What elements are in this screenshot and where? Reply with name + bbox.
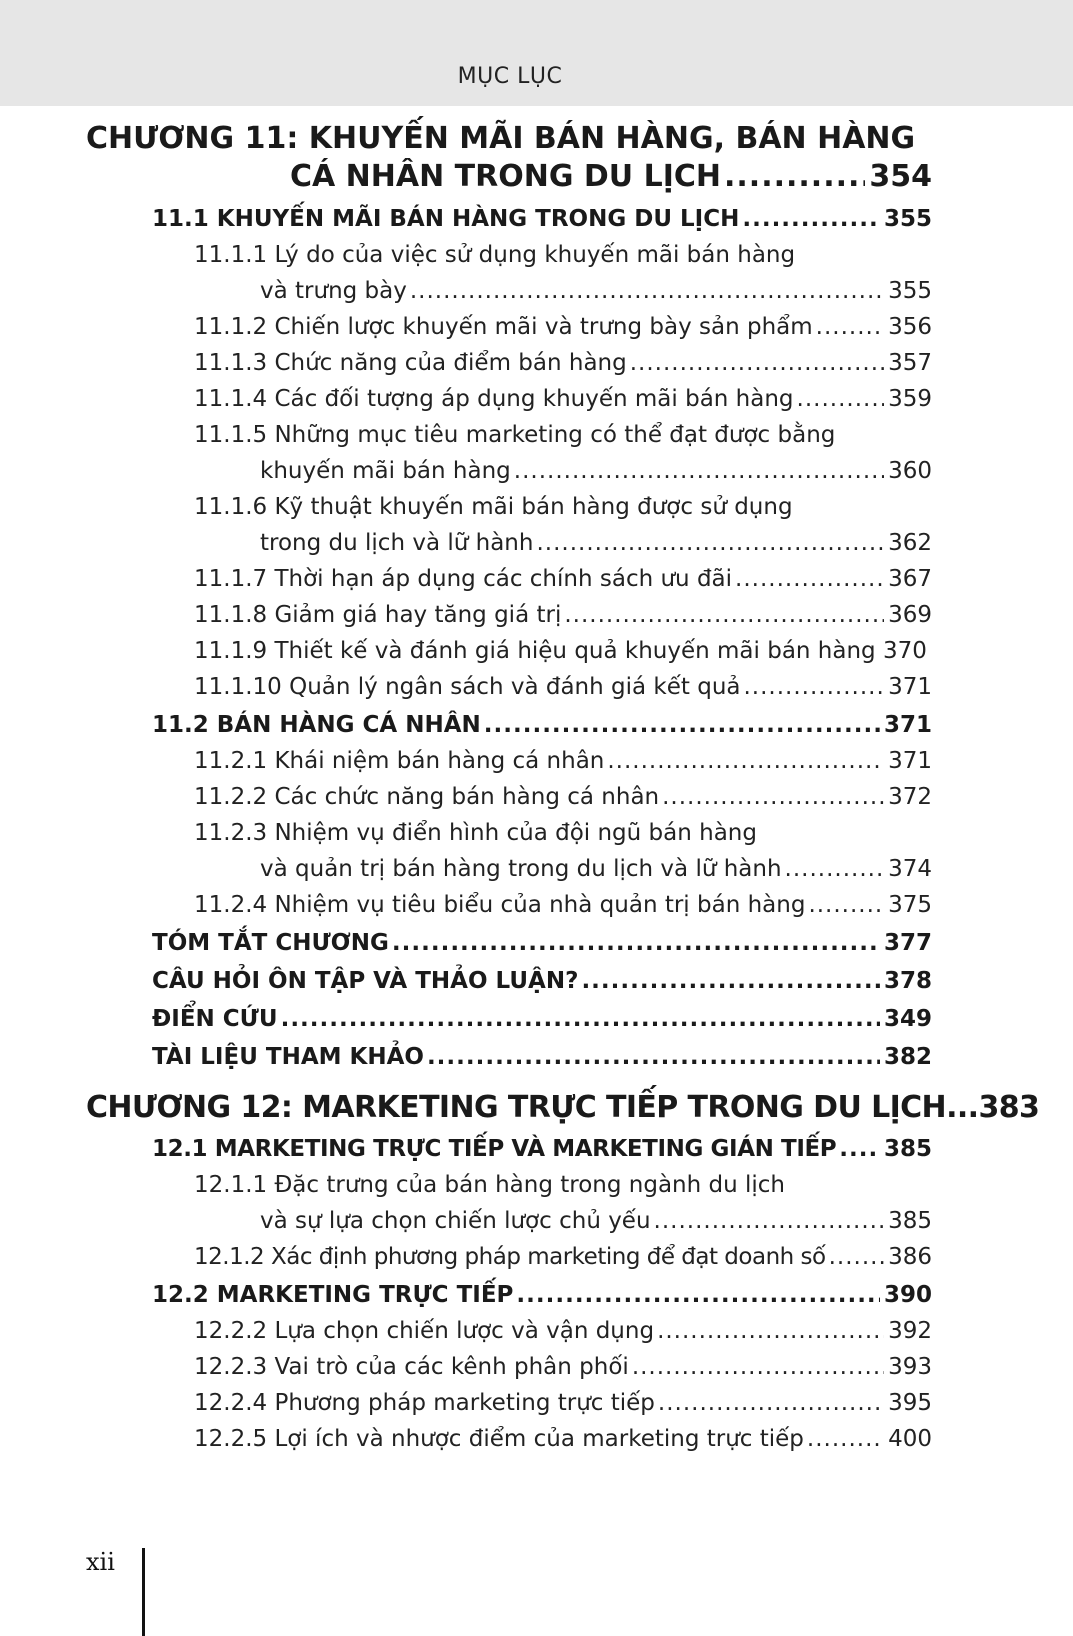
- toc-subsection-title[interactable]: 11.2.3 Nhiệm vụ điển hình của đội ngũ bán hàng: [194, 820, 757, 846]
- toc-page-number: 354: [869, 159, 932, 194]
- toc-page-number: 356: [888, 314, 932, 340]
- toc-page-number: 385: [883, 1136, 932, 1162]
- toc-entry-title: 11.1.4 Các đối tượng áp dụng khuyến mãi bán hàng: [194, 386, 794, 412]
- toc-section[interactable]: [152, 1136, 932, 1162]
- toc-entry-title: 12.2 MARKETING TRỰC TIẾP: [152, 1282, 514, 1308]
- toc-page-number: 355: [883, 206, 932, 232]
- toc-entry-title: 11.1.10 Quản lý ngân sách và đánh giá kết quả: [194, 674, 741, 700]
- dot-leader: [514, 458, 884, 484]
- toc-entry-title: 12.2.3 Vai trò của các kênh phân phối: [194, 1354, 629, 1380]
- footer-divider: [142, 1548, 145, 1636]
- toc-page-number: 393: [888, 1354, 932, 1380]
- toc-subsection[interactable]: [260, 278, 932, 304]
- toc-subsection-title[interactable]: 11.1.1 Lý do của việc sử dụng khuyến mãi bán hàng: [194, 242, 796, 268]
- toc-page-number: 400: [888, 1426, 932, 1452]
- toc-entry-title: TÀI LIỆU THAM KHẢO: [152, 1044, 424, 1070]
- toc-entry-title: 12.1 MARKETING TRỰC TIẾP VÀ MARKETING GIÁN TIẾP: [152, 1136, 837, 1162]
- toc-subsection[interactable]: [260, 458, 932, 484]
- toc-entry-title: CÂU HỎI ÔN TẬP VÀ THẢO LUẬN?: [152, 968, 579, 994]
- toc-entry-title: 12.2.4 Phương pháp marketing trực tiếp: [194, 1390, 655, 1416]
- toc-entry-title: TÓM TẮT CHƯƠNG: [152, 930, 389, 956]
- dot-leader: [807, 1426, 884, 1452]
- toc-page-number: 357: [888, 350, 932, 376]
- toc-entry-title: 11.1.3 Chức năng của điểm bán hàng: [194, 350, 627, 376]
- toc-page-number: 382: [883, 1044, 932, 1070]
- dot-leader: [724, 159, 865, 194]
- toc-entry-title: 11.1 KHUYẾN MÃI BÁN HÀNG TRONG DU LỊCH: [152, 206, 740, 232]
- toc-entry-title: và quản trị bán hàng trong du lịch và lữ hành: [260, 856, 782, 882]
- dot-leader: [484, 712, 880, 738]
- toc-subsection[interactable]: [194, 748, 932, 774]
- dot-leader: [829, 1244, 884, 1270]
- toc-page-number: 395: [888, 1390, 932, 1416]
- toc-subsection[interactable]: [260, 856, 932, 882]
- dot-leader: [742, 206, 880, 232]
- toc-subsection[interactable]: [194, 892, 932, 918]
- dot-leader: [281, 1006, 880, 1032]
- toc-entry-title: 11.2 BÁN HÀNG CÁ NHÂN: [152, 712, 481, 738]
- dot-leader: [657, 1318, 884, 1344]
- toc-page-number: 371: [888, 674, 932, 700]
- toc-page-number: 371: [883, 712, 932, 738]
- toc-entry-title: 11.1.8 Giảm giá hay tăng giá trị: [194, 602, 562, 628]
- toc-section[interactable]: [152, 712, 932, 738]
- toc-entry[interactable]: [290, 159, 932, 194]
- toc-subsection[interactable]: [260, 1208, 932, 1234]
- dot-leader: [785, 856, 885, 882]
- toc-chapter-title[interactable]: CHƯƠNG 12: MARKETING TRỰC TIẾP TRONG DU LỊCH...383: [86, 1090, 1040, 1125]
- dot-leader: [744, 674, 885, 700]
- page-title: MỤC LỤC: [457, 64, 563, 89]
- toc-subsection[interactable]: [194, 674, 932, 700]
- toc-subsection[interactable]: [194, 784, 932, 810]
- toc-subsection[interactable]: [194, 602, 932, 628]
- toc-page-number: 349: [883, 1006, 932, 1032]
- toc-subsection-title[interactable]: 12.1.1 Đặc trưng của bán hàng trong ngành du lịch: [194, 1172, 786, 1198]
- dot-leader: [632, 1354, 884, 1380]
- toc-entry-title: khuyến mãi bán hàng: [260, 458, 511, 484]
- toc-entry-title: CÁ NHÂN TRONG DU LỊCH: [290, 159, 722, 194]
- dot-leader: [654, 1208, 885, 1234]
- dot-leader: [630, 350, 884, 376]
- toc-section[interactable]: [152, 968, 932, 994]
- toc-subsection[interactable]: [194, 1318, 932, 1344]
- toc-entry-title: 12.2.5 Lợi ích và nhược điểm của marketing trực tiếp: [194, 1426, 804, 1452]
- toc-subsection-title[interactable]: 11.1.5 Những mục tiêu marketing có thể đạt được bằng: [194, 422, 836, 448]
- toc-page-number: 372: [888, 784, 932, 810]
- toc-page-number: 378: [883, 968, 932, 994]
- toc-entry-title: 11.1.2 Chiến lược khuyến mãi và trưng bày sản phẩm: [194, 314, 813, 340]
- toc-entry-title: và sự lựa chọn chiến lược chủ yếu: [260, 1208, 651, 1234]
- toc-page-number: 369: [888, 602, 932, 628]
- dot-leader: [427, 1044, 880, 1070]
- toc-section[interactable]: [152, 1006, 932, 1032]
- page-number: xii: [86, 1548, 115, 1576]
- toc-section[interactable]: [152, 930, 932, 956]
- dot-leader: [797, 386, 885, 412]
- toc-subsection[interactable]: [194, 314, 932, 340]
- toc-entry-title: 11.2.4 Nhiệm vụ tiêu biểu của nhà quản trị bán hàng: [194, 892, 806, 918]
- toc-entry-title: trong du lịch và lữ hành: [260, 530, 534, 556]
- toc-subsection[interactable]: [194, 566, 932, 592]
- toc-section[interactable]: [152, 1282, 932, 1308]
- dot-leader: [808, 892, 884, 918]
- dot-leader: [516, 1282, 880, 1308]
- toc-subsection[interactable]: [194, 350, 932, 376]
- dot-leader: [735, 566, 884, 592]
- dot-leader: [607, 748, 884, 774]
- dot-leader: [410, 278, 884, 304]
- toc-section[interactable]: [152, 1044, 932, 1070]
- toc-page-number: 392: [888, 1318, 932, 1344]
- toc-page-number: 360: [888, 458, 932, 484]
- toc-subsection-title[interactable]: 11.1.6 Kỹ thuật khuyến mãi bán hàng được sử dụng: [194, 494, 793, 520]
- toc-page-number: 367: [888, 566, 932, 592]
- dot-leader: [662, 784, 884, 810]
- toc-page-number: 385: [888, 1208, 932, 1234]
- toc-entry-title: 11.1.7 Thời hạn áp dụng các chính sách ưu đãi: [194, 566, 733, 592]
- toc-page-number: 375: [888, 892, 932, 918]
- toc-entry-title: và trưng bày: [260, 278, 407, 304]
- dot-leader: [564, 602, 884, 628]
- dot-leader: [536, 530, 884, 556]
- toc-subsection[interactable]: [260, 530, 932, 556]
- toc-chapter-title: CHƯƠNG 11: KHUYẾN MÃI BÁN HÀNG, BÁN HÀNG: [86, 121, 916, 156]
- dot-leader: [658, 1390, 884, 1416]
- toc-page-number: 362: [888, 530, 932, 556]
- dot-leader: [839, 1136, 880, 1162]
- toc-entry-title: 12.2.2 Lựa chọn chiến lược và vận dụng: [194, 1318, 655, 1344]
- toc-subsection[interactable]: [194, 1354, 932, 1380]
- toc-entry-title: 12.1.2 Xác định phương pháp marketing để đạt doanh số: [194, 1244, 826, 1270]
- toc-subsection[interactable]: [194, 1244, 932, 1270]
- toc-entry-title: ĐIỂN CỨU: [152, 1006, 278, 1032]
- toc-subsection[interactable]: [194, 1390, 932, 1416]
- toc-page-number: 390: [883, 1282, 932, 1308]
- toc-entry-title: 11.2.1 Khái niệm bán hàng cá nhân: [194, 748, 605, 774]
- toc-section[interactable]: [152, 206, 932, 232]
- toc-page-number: 377: [883, 930, 932, 956]
- toc-page-number: 371: [888, 748, 932, 774]
- toc-page-number: 386: [888, 1244, 932, 1270]
- toc-entry-title: 11.2.2 Các chức năng bán hàng cá nhân: [194, 784, 660, 810]
- toc-page-number: 355: [888, 278, 932, 304]
- toc-page-number: 359: [888, 386, 932, 412]
- toc-subsection-title[interactable]: 11.1.9 Thiết kế và đánh giá hiệu quả khuyến mãi bán hàng 370: [194, 638, 927, 664]
- toc-subsection[interactable]: [194, 1426, 932, 1452]
- dot-leader: [581, 968, 880, 994]
- toc-subsection[interactable]: [194, 386, 932, 412]
- dot-leader: [392, 930, 880, 956]
- dot-leader: [816, 314, 884, 340]
- toc-page-number: 374: [888, 856, 932, 882]
